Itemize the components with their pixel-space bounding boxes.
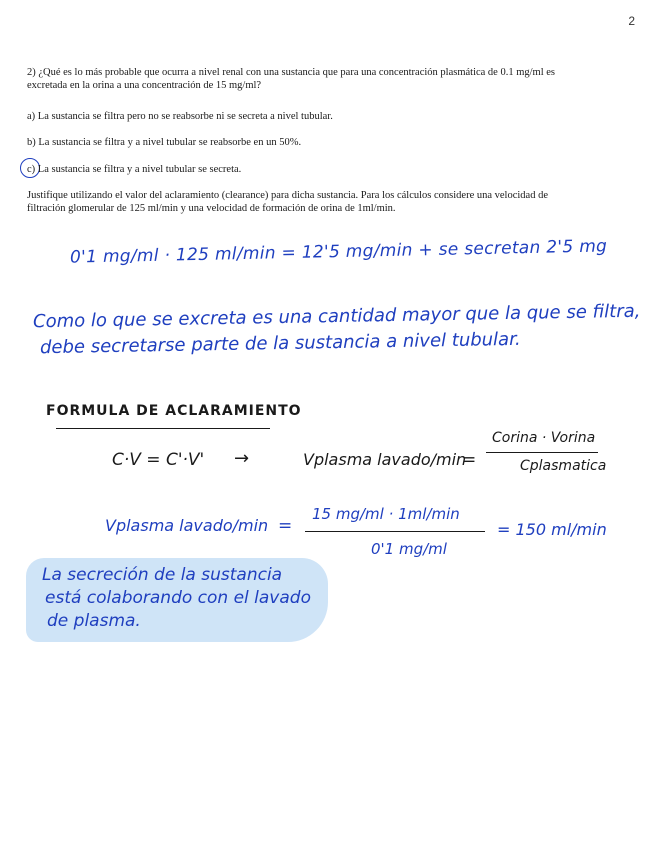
handwritten-calculation: 0'1 mg/ml · 125 ml/min = 12'5 mg/min + se secretan 2'5 mg bbox=[69, 236, 608, 268]
justify-instruction: Justifique utilizando el valor del aclaramiento (clearance) para dicha sustancia. Para los cálculos considere una velocidad de filtración glomerular de 125 ml/min y una velocidad de formación de orina de 1ml/min. bbox=[27, 190, 548, 214]
value-result: = 150 ml/min bbox=[497, 520, 607, 539]
value-denominator: 0'1 mg/ml bbox=[371, 540, 447, 558]
highlight-line1: La secreción de la sustancia bbox=[42, 565, 283, 585]
highlight-line3: de plasma. bbox=[47, 611, 141, 631]
formula-fraction-line bbox=[486, 452, 598, 453]
highlight-line2: está colaborando con el lavado bbox=[45, 588, 311, 608]
formula-equals: = bbox=[462, 450, 477, 470]
formula-title-underline bbox=[56, 428, 270, 429]
value-fraction-line bbox=[305, 531, 485, 532]
value-equals: = bbox=[278, 516, 293, 536]
option-a: a) La sustancia se filtra pero no se reabsorbe ni se secreta a nivel tubular. bbox=[27, 111, 333, 122]
handwritten-explanation-line1: Como lo que se excreta es una cantidad mayor que la que se filtra, bbox=[32, 300, 641, 333]
option-c: c) La sustancia se filtra y a nivel tubular se secreta. bbox=[27, 164, 242, 175]
formula-title: FORMULA DE ACLARAMIENTO bbox=[46, 403, 302, 419]
page-number: 2 bbox=[628, 14, 635, 28]
formula-numerator: Corina · Vorina bbox=[492, 430, 596, 446]
value-left: Vplasma lavado/min bbox=[105, 516, 269, 535]
question-text: 2) ¿Qué es lo más probable que ocurra a nivel renal con una sustancia que para una concentración plasmática de 0.1 mg/ml es excretada en la orina a una concentración de 15 mg/ml? bbox=[27, 67, 556, 91]
handwritten-explanation-line2: debe secretarse parte de la sustancia a nivel tubular. bbox=[39, 328, 521, 359]
option-b: b) La sustancia se filtra y a nivel tubular se reabsorbe en un 50%. bbox=[27, 137, 302, 148]
formula-denominator: Cplasmatica bbox=[520, 458, 607, 474]
formula-middle: Vplasma lavado/min bbox=[303, 450, 467, 469]
value-numerator: 15 mg/ml · 1ml/min bbox=[312, 505, 460, 523]
formula-left: C·V = C'·V' bbox=[112, 450, 205, 470]
arrow-icon: → bbox=[234, 448, 250, 469]
